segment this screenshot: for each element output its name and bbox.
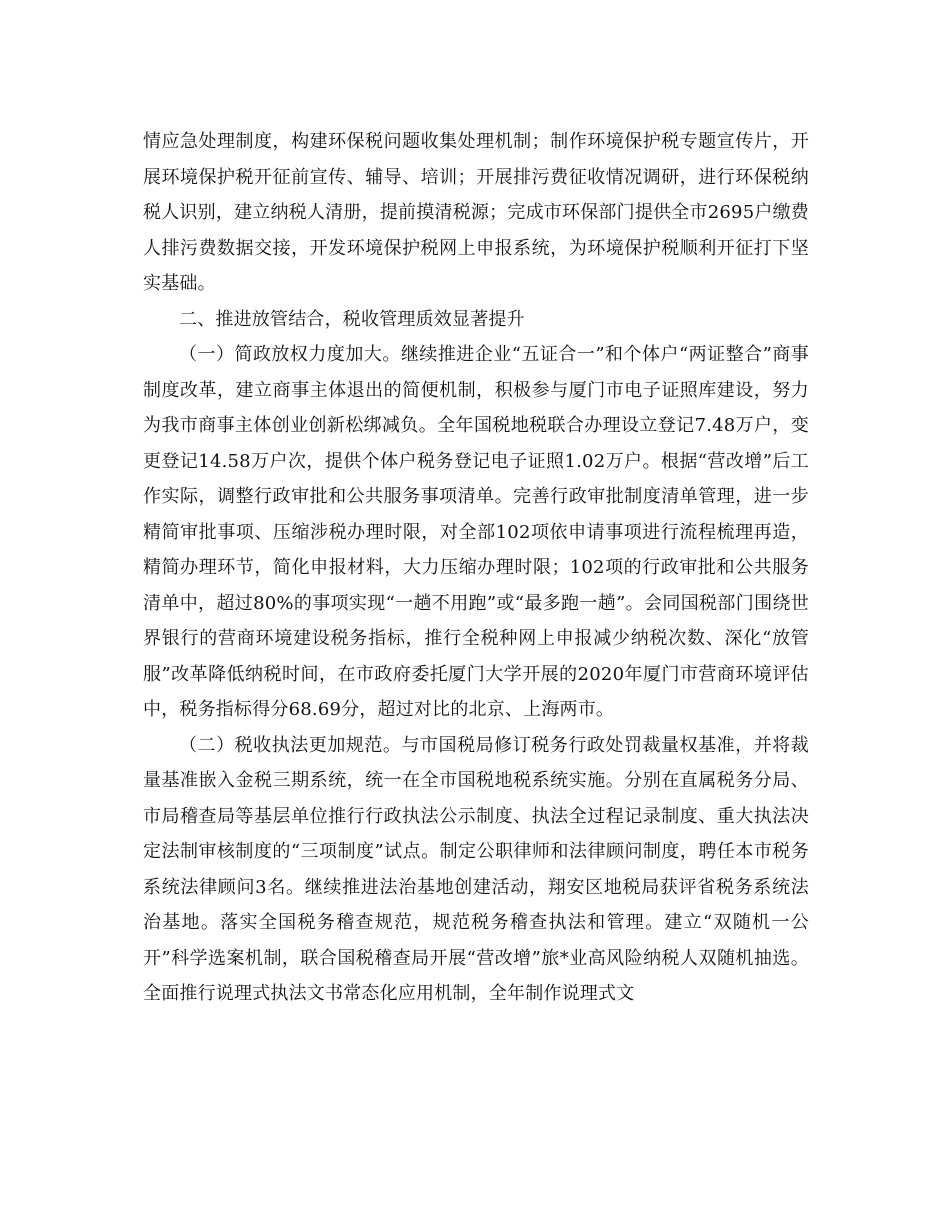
document-body bbox=[143, 124, 809, 1012]
section-heading-2: 二、推进放管结合，税收管理质效显著提升 bbox=[179, 308, 525, 330]
paragraph-environment-tax: 情应急处理制度，构建环保税问题收集处理机制；制作环境保护税专题宣传片，开展环境保护税开征前宣传、辅导、培训；开展排污费征收情况调研，进行环保税纳税人识别，建立纳税人清册，提前摸清税源；完成市环保部门提供全市2695户缴费人排污费数据交接，开发环境保护税网上申报系统，为环境保护税顺利开征打下坚实基础。 bbox=[143, 131, 809, 294]
paragraph-simplify-administration: （一）简政放权力度加大。继续推进企业“五证合一”和个体户“两证整合”商事制度改革，建立商事主体退出的简便机制，积极参与厦门市电子证照库建设，努力为我市商事主体创业创新松绑减负。全年国税地税联合办理设立登记7.48万户，变更登记14.58万户次，提供个体户税务登记电子证照1.02万户。根据“营改增”后工作实际，调整行政审批和公共服务事项清单。完善行政审批制度清单管理，进一步精简审批事项、压缩涉税办理时限，对全部102项依申请事项进行流程梳理再造，精简办理环节，简化申报材料，大力压缩办理时限；102项的行政审批和公共服务清单中，超过80%的事项实现“一趟不用跑”或“最多跑一趟”。会同国税部门围绕世界银行的营商环境建设税务指标，推行全税种网上申报减少纳税次数、深化“放管服”改革降低纳税时间，在市政府委托厦门大学开展的2020年厦门市营商环境评估中，税务指标得分68.69分，超过对比的北京、上海两市。 bbox=[143, 344, 809, 720]
paragraph-tax-enforcement: （二）税收执法更加规范。与市国税局修订税务行政处罚裁量权基准，并将裁量基准嵌入金税三期系统，统一在全市国税地税系统实施。分别在直属税务分局、市局稽查局等基层单位推行行政执法公示制度、执法全过程记录制度、重大执法决定法制审核制度的“三项制度”试点。制定公职律师和法律顾问制度，聘任本市税务系统法律顾问3名。继续推进法治基地创建活动，翔安区地税局获评省税务系统法治基地。落实全国税务稽查规范，规范税务稽查执法和管理。建立“双随机一公开”科学选案机制，联合国税稽查局开展“营改增”旅*业高风险纳税人双随机抽选。全面推行说理式执法文书常态化应用机制，全年制作说理式文 bbox=[143, 734, 809, 1004]
